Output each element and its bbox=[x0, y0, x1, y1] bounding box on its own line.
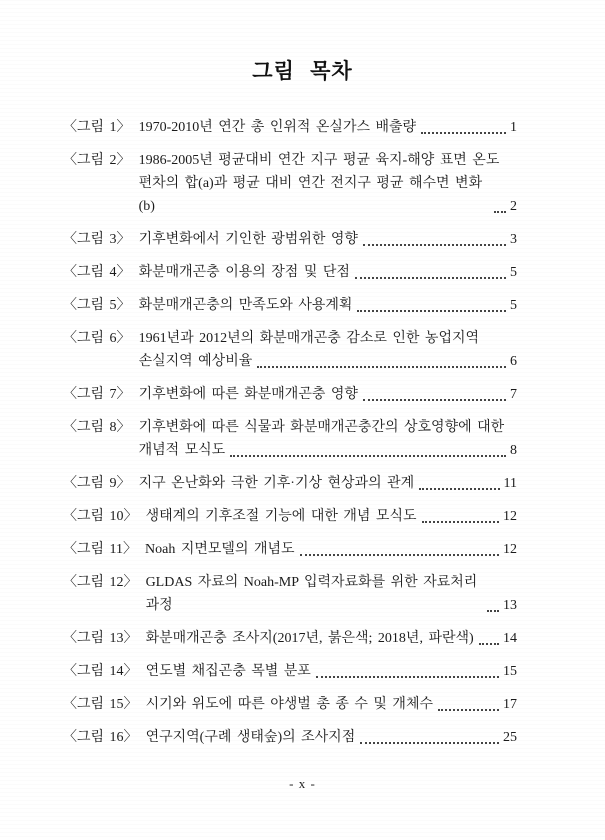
toc-entry-line bbox=[139, 383, 517, 406]
toc-entry-line bbox=[139, 116, 517, 139]
toc-page-number: 3 bbox=[510, 232, 517, 247]
toc-leader-dots bbox=[363, 243, 506, 246]
toc-entry-label: 〈그림 12〉 bbox=[63, 575, 138, 590]
toc-entry-text: 1970-2010년 연간 총 인위적 온실가스 배출량 bbox=[138, 120, 417, 135]
toc-page-number: 12 bbox=[503, 542, 517, 557]
toc-entry-line bbox=[146, 660, 517, 683]
toc-entry-line bbox=[139, 472, 517, 495]
toc-leader-dots bbox=[357, 309, 506, 312]
toc-entry-line bbox=[146, 726, 517, 749]
toc-entry-line bbox=[139, 261, 517, 284]
toc-entry bbox=[63, 571, 517, 617]
toc-entry bbox=[63, 416, 517, 462]
toc-leader-dots bbox=[494, 210, 506, 213]
toc-entry-body bbox=[146, 660, 517, 683]
toc-page-number: 2 bbox=[510, 199, 517, 214]
toc-entry bbox=[63, 261, 517, 284]
toc-entry-label: 〈그림 5〉 bbox=[63, 298, 131, 313]
toc-entry-label: 〈그림 9〉 bbox=[63, 476, 131, 491]
figure-list bbox=[63, 116, 517, 759]
toc-entry-line bbox=[139, 294, 517, 317]
toc-entry bbox=[63, 693, 517, 716]
toc-entry-line bbox=[139, 350, 517, 373]
toc-entry-text: 기후변화에 따른 화분매개곤충 영향 bbox=[138, 387, 358, 402]
toc-leader-dots bbox=[487, 609, 499, 612]
toc-entry bbox=[63, 472, 517, 495]
toc-entry bbox=[63, 660, 517, 683]
toc-page-number: 17 bbox=[503, 697, 517, 712]
toc-entry bbox=[63, 228, 517, 251]
toc-entry-label: 〈그림 7〉 bbox=[63, 387, 131, 402]
toc-entry-text: 편차의 합(a)과 평균 대비 연간 전지구 평균 해수면 변화(b) bbox=[138, 176, 483, 214]
toc-entry-body bbox=[139, 261, 517, 284]
toc-entry bbox=[63, 149, 517, 218]
toc-entry-label: 〈그림 3〉 bbox=[63, 232, 131, 247]
toc-leader-dots bbox=[438, 708, 499, 711]
toc-entry-label: 〈그림 2〉 bbox=[63, 153, 131, 168]
toc-entry bbox=[63, 505, 517, 528]
toc-entry bbox=[63, 383, 517, 406]
toc-leader-dots bbox=[316, 675, 499, 678]
toc-page-number: 1 bbox=[510, 120, 517, 135]
toc-entry-text: 기후변화에서 기인한 광범위한 영향 bbox=[138, 232, 358, 247]
toc-page-number: 6 bbox=[510, 354, 517, 369]
toc-page-number: 8 bbox=[510, 443, 517, 458]
toc-page-number: 11 bbox=[503, 476, 517, 491]
toc-leader-dots bbox=[355, 276, 506, 279]
toc-entry bbox=[63, 538, 517, 561]
toc-entry-label: 〈그림 11〉 bbox=[63, 542, 138, 557]
toc-entry-body bbox=[145, 538, 517, 561]
toc-entry-label: 〈그림 14〉 bbox=[63, 664, 138, 679]
toc-page-number: 5 bbox=[510, 265, 517, 280]
toc-entry-text: 기후변화에 따른 식물과 화분매개곤충간의 상호영향에 대한 bbox=[138, 420, 505, 435]
toc-entry-text: 화분매개곤충의 만족도와 사용계획 bbox=[138, 298, 353, 313]
toc-entry-line bbox=[145, 538, 517, 561]
toc-entry-text: 지구 온난화와 극한 기후·기상 현상과의 관계 bbox=[138, 476, 415, 491]
toc-leader-dots bbox=[230, 454, 506, 457]
toc-entry-line bbox=[139, 172, 517, 218]
toc-entry-line bbox=[139, 416, 517, 439]
toc-leader-dots bbox=[300, 553, 499, 556]
toc-entry-body bbox=[139, 116, 517, 139]
toc-leader-dots bbox=[421, 131, 506, 134]
toc-entry bbox=[63, 294, 517, 317]
toc-entry-body bbox=[146, 693, 517, 716]
toc-entry-body bbox=[139, 383, 517, 406]
toc-entry-body bbox=[146, 726, 517, 749]
toc-entry-text: 1961년과 2012년의 화분매개곤충 감소로 인한 농업지역 bbox=[138, 331, 480, 346]
toc-entry-body bbox=[139, 294, 517, 317]
toc-entry-label: 〈그림 16〉 bbox=[63, 730, 138, 745]
page-title: 그림 목차 bbox=[252, 59, 353, 83]
toc-entry-label: 〈그림 13〉 bbox=[63, 631, 138, 646]
toc-leader-dots bbox=[479, 642, 499, 645]
toc-entry-text: 손실지역 예상비율 bbox=[138, 354, 253, 369]
toc-page-number: 5 bbox=[510, 298, 517, 313]
toc-entry-label: 〈그림 4〉 bbox=[63, 265, 131, 280]
toc-entry-body bbox=[146, 571, 517, 617]
toc-entry-label: 〈그림 1〉 bbox=[63, 120, 131, 135]
toc-leader-dots bbox=[360, 741, 499, 744]
toc-entry-text: 연구지역(구례 생태숲)의 조사지점 bbox=[145, 730, 356, 745]
toc-leader-dots bbox=[257, 365, 506, 368]
toc-entry-label: 〈그림 15〉 bbox=[63, 697, 138, 712]
toc-page-number: 7 bbox=[510, 387, 517, 402]
toc-entry-label: 〈그림 6〉 bbox=[63, 331, 131, 346]
toc-entry-body bbox=[139, 416, 517, 462]
toc-entry-body bbox=[139, 228, 517, 251]
toc-entry-line bbox=[139, 149, 517, 172]
toc-entry bbox=[63, 116, 517, 139]
toc-entry-text: 시기와 위도에 따른 야생벌 총 종 수 및 개체수 bbox=[145, 697, 433, 712]
toc-entry-text: Noah 지면모델의 개념도 bbox=[145, 542, 295, 557]
toc-entry-line bbox=[139, 439, 517, 462]
toc-entry-body bbox=[146, 505, 517, 528]
toc-entry-line bbox=[139, 327, 517, 350]
toc-entry-text: GLDAS 자료의 Noah-MP 입력자료화를 위한 자료처리 과정 bbox=[145, 575, 478, 613]
toc-leader-dots bbox=[363, 398, 506, 401]
toc-entry-text: 연도별 채집곤충 목별 분포 bbox=[145, 664, 311, 679]
toc-page-number: 12 bbox=[503, 509, 517, 524]
toc-entry-label: 〈그림 8〉 bbox=[63, 420, 131, 435]
toc-entry-line bbox=[146, 693, 517, 716]
toc-entry-text: 화분매개곤충 이용의 장점 및 단점 bbox=[138, 265, 350, 280]
toc-page-number: 13 bbox=[503, 598, 517, 613]
toc-page-number: 25 bbox=[503, 730, 517, 745]
toc-entry bbox=[63, 327, 517, 373]
toc-entry-line bbox=[146, 505, 517, 528]
toc-entry bbox=[63, 726, 517, 749]
toc-page-number: 14 bbox=[503, 631, 517, 646]
toc-entry-text: 화분매개곤충 조사지(2017년, 붉은색; 2018년, 파란색) bbox=[145, 631, 474, 646]
toc-entry-line bbox=[146, 627, 517, 650]
toc-entry-body bbox=[146, 627, 517, 650]
toc-leader-dots bbox=[422, 520, 500, 523]
toc-entry-line bbox=[146, 571, 517, 617]
footer-page-number: - x - bbox=[289, 776, 316, 791]
toc-entry-body bbox=[139, 327, 517, 373]
toc-entry-label: 〈그림 10〉 bbox=[63, 509, 138, 524]
toc-entry-line bbox=[139, 228, 517, 251]
toc-entry-text: 1986-2005년 평균대비 연간 지구 평균 육지-해양 표면 온도 bbox=[138, 153, 500, 168]
toc-entry-text: 개념적 모식도 bbox=[138, 443, 226, 458]
toc-entry-body bbox=[139, 472, 517, 495]
toc-entry bbox=[63, 627, 517, 650]
toc-entry-body bbox=[139, 149, 517, 218]
toc-entry-text: 생태계의 기후조절 기능에 대한 개념 모식도 bbox=[145, 509, 417, 524]
toc-page-number: 15 bbox=[503, 664, 517, 679]
toc-leader-dots bbox=[419, 487, 499, 490]
